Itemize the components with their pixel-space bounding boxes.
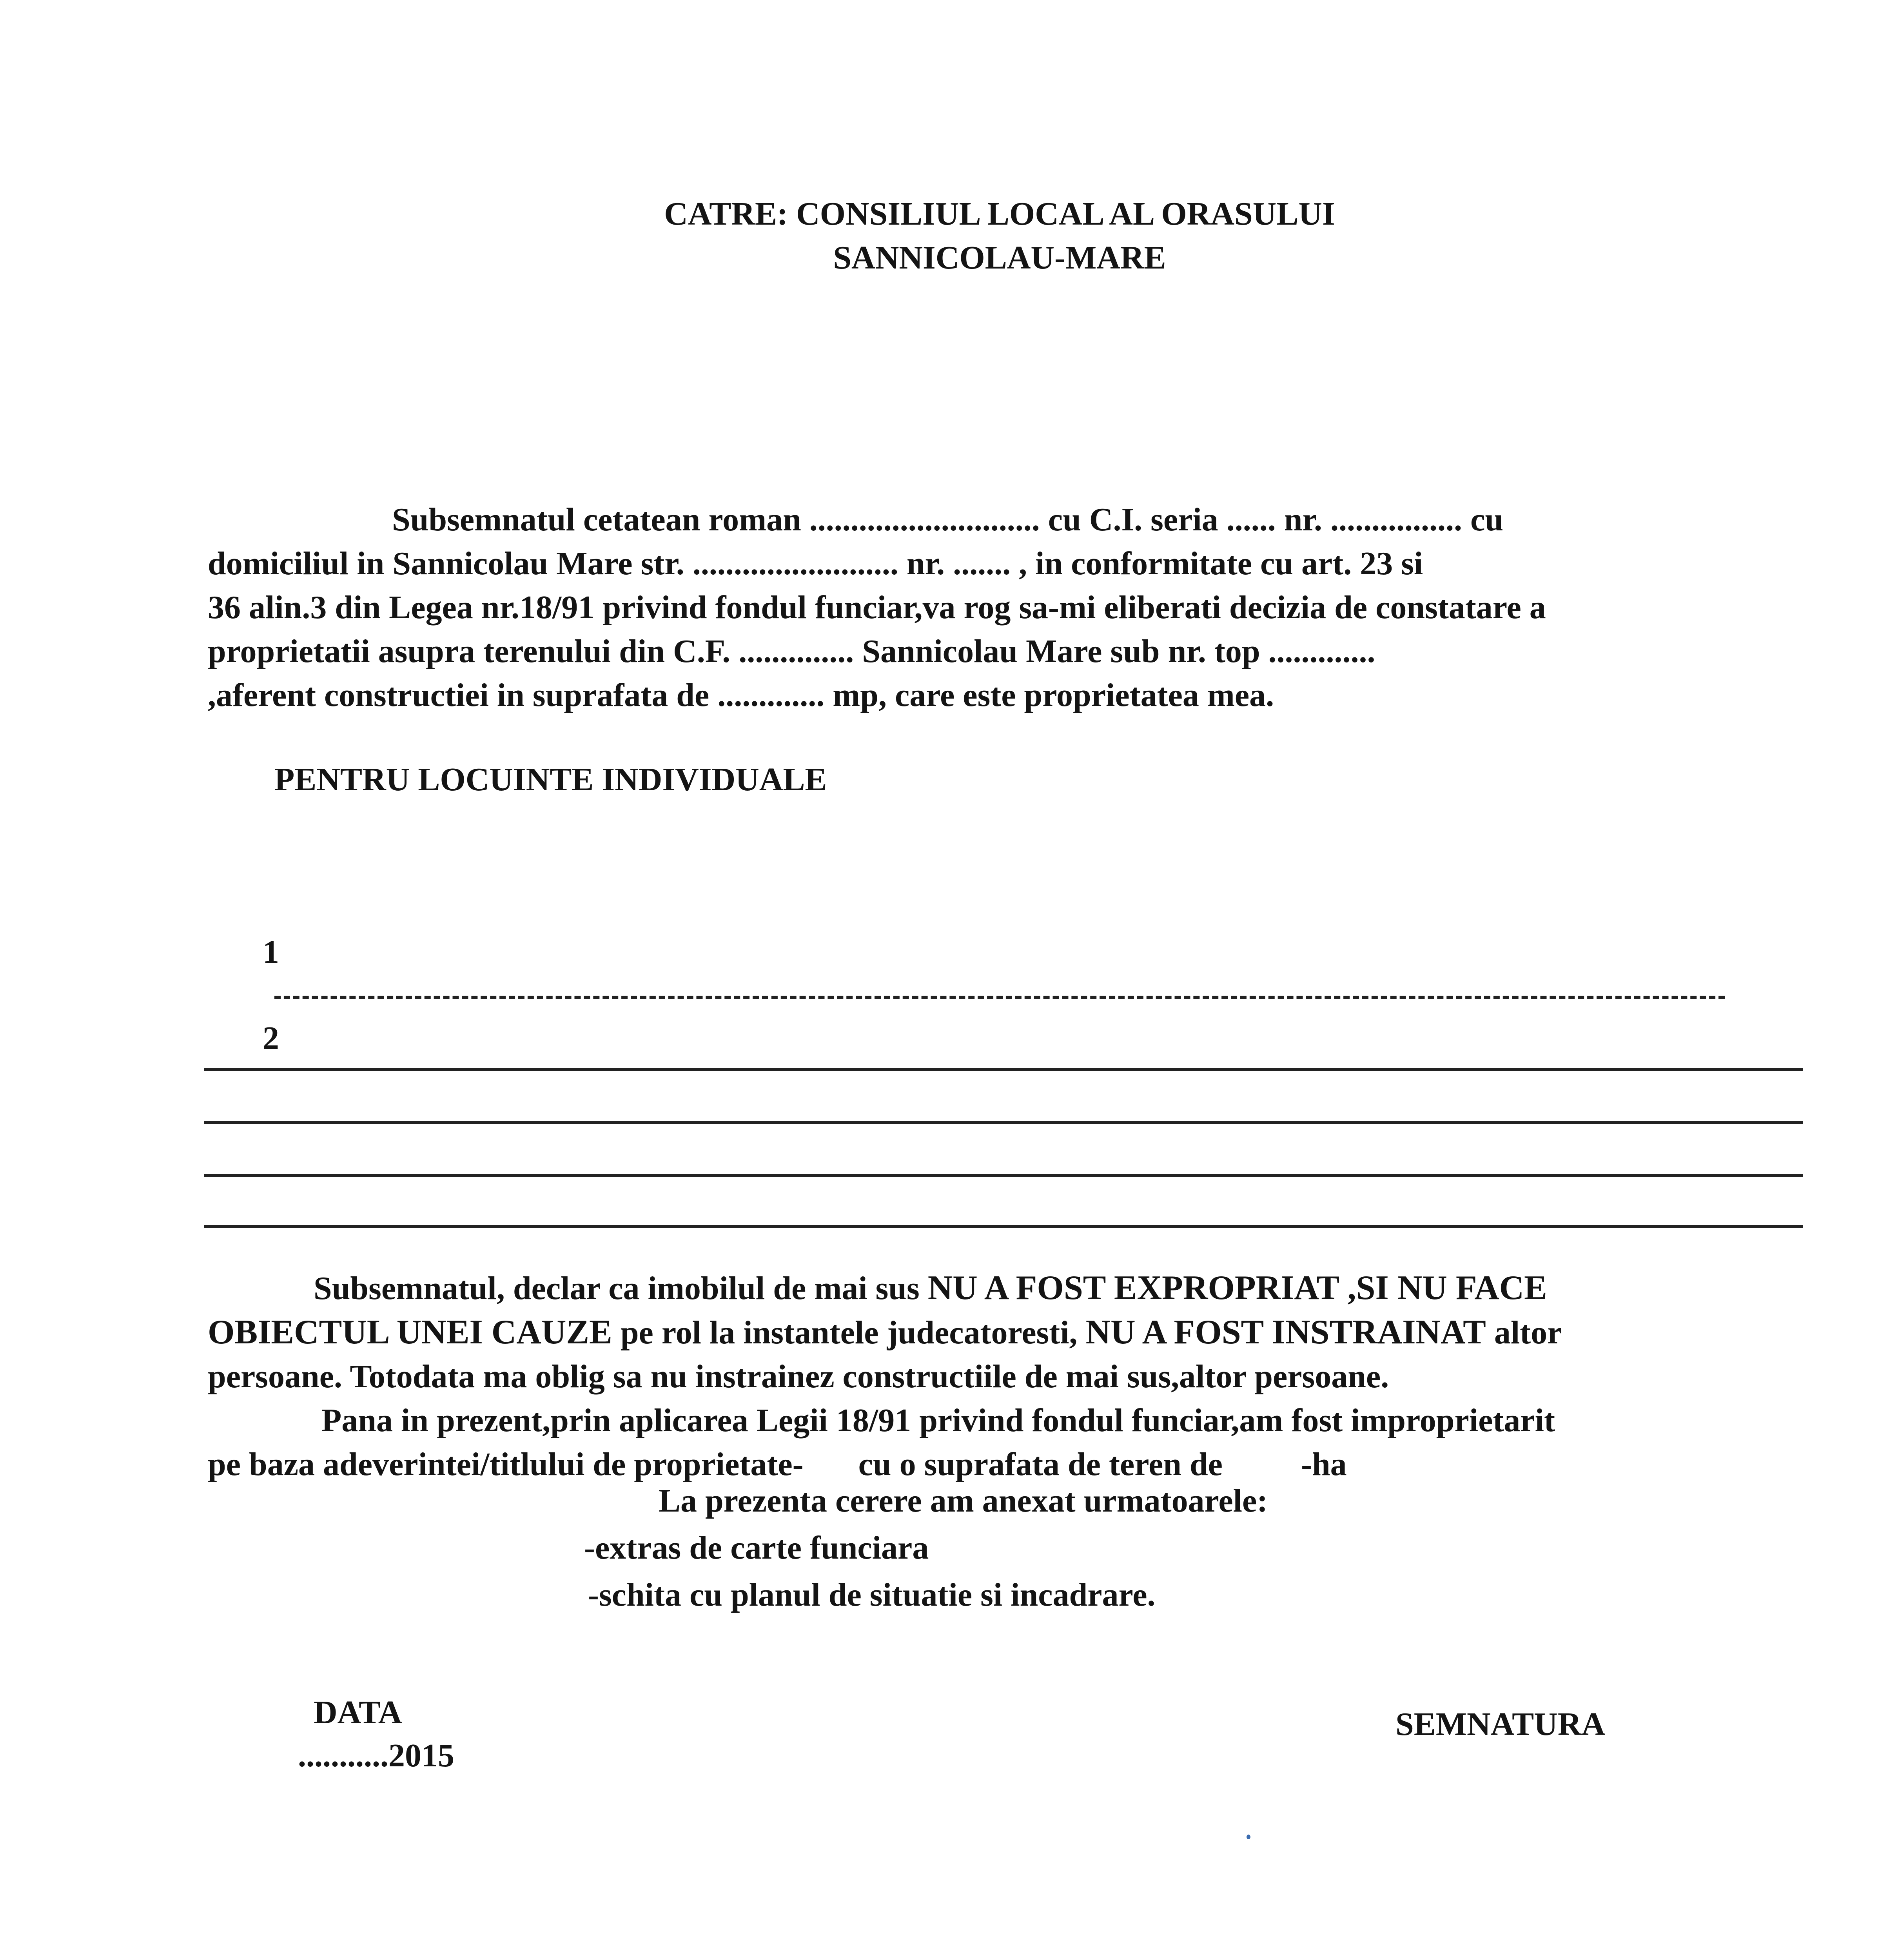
land-area-text: cu o suprafata de teren de [858, 1446, 1223, 1483]
request-line-1: Subsemnatul cetatean roman ............................ cu C.I. seria ...... nr. ................ cu [392, 501, 1504, 538]
fill-line-4 [204, 1225, 1803, 1228]
declaration-line-4: Pana in prezent,prin aplicarea Legii 18/91 privind fondul funciar,am fost improprietarit [321, 1402, 1555, 1439]
declaration-emphasis: OBIECTUL UNEI CAUZE [208, 1313, 612, 1351]
declaration-emphasis: NU A FOST EXPROPRIAT ,SI NU FACE [927, 1269, 1547, 1307]
heading-line-1: CATRE: CONSILIUL LOCAL AL ORASULUI [664, 196, 1335, 232]
date-label: DATA [314, 1694, 402, 1731]
annex-item-1: -extras de carte funciara [584, 1530, 929, 1566]
declaration-line-5 [208, 1443, 1799, 1486]
title-deed-text: pe baza adeverintei/titlului de proprietate- [208, 1446, 804, 1483]
fill-line-2 [204, 1121, 1803, 1124]
annexes-title: La prezenta cerere am anexat urmatoarele: [659, 1483, 1268, 1519]
section-title: PENTRU LOCUINTE INDIVIDUALE [274, 761, 827, 798]
declaration-line-2 [208, 1310, 1799, 1355]
request-line-5: ,aferent constructiei in suprafata de ............. mp, care este proprietatea mea. [208, 677, 1274, 713]
annex-item-2: -schita cu planul de situatie si incadrare. [588, 1577, 1156, 1613]
item-number-1: 1 [263, 934, 279, 970]
declaration-emphasis: NU A FOST INSTRAINAT [1085, 1313, 1486, 1351]
declaration-text: Subsemnatul, declar ca imobilul de mai sus [314, 1270, 928, 1307]
signature-label: SEMNATURA [1395, 1706, 1606, 1742]
request-line-3: 36 alin.3 din Legea nr.18/91 privind fondul funciar,va rog sa-mi eliberati decizia de constatare a [208, 589, 1546, 626]
heading-line-2: SANNICOLAU-MARE [833, 240, 1166, 276]
declaration-text: pe rol la instantele judecatoresti, [612, 1314, 1086, 1351]
dashed-fill-line [274, 996, 1725, 999]
hectare-unit: -ha [1301, 1446, 1347, 1483]
declaration-text: altor [1486, 1314, 1562, 1351]
item-number-2: 2 [263, 1020, 279, 1056]
declaration-line-1 [208, 1266, 1799, 1310]
declaration-line-3: persoane. Totodata ma oblig sa nu instrainez constructiile de mai sus,altor persoane. [208, 1358, 1389, 1395]
fill-line-3 [204, 1174, 1803, 1177]
declaration-paragraph [208, 1266, 1799, 1486]
request-paragraph [208, 498, 1799, 717]
fill-line-1 [204, 1068, 1803, 1071]
date-value: ...........2015 [298, 1737, 454, 1774]
request-line-2: domiciliul in Sannicolau Mare str. ......................... nr. ....... , in conformitate cu art. 23 si [208, 545, 1423, 582]
ink-speck [1247, 1835, 1250, 1839]
addressee-heading [510, 192, 1490, 280]
request-line-4: proprietatii asupra terenului din C.F. .............. Sannicolau Mare sub nr. top ............. [208, 633, 1375, 670]
